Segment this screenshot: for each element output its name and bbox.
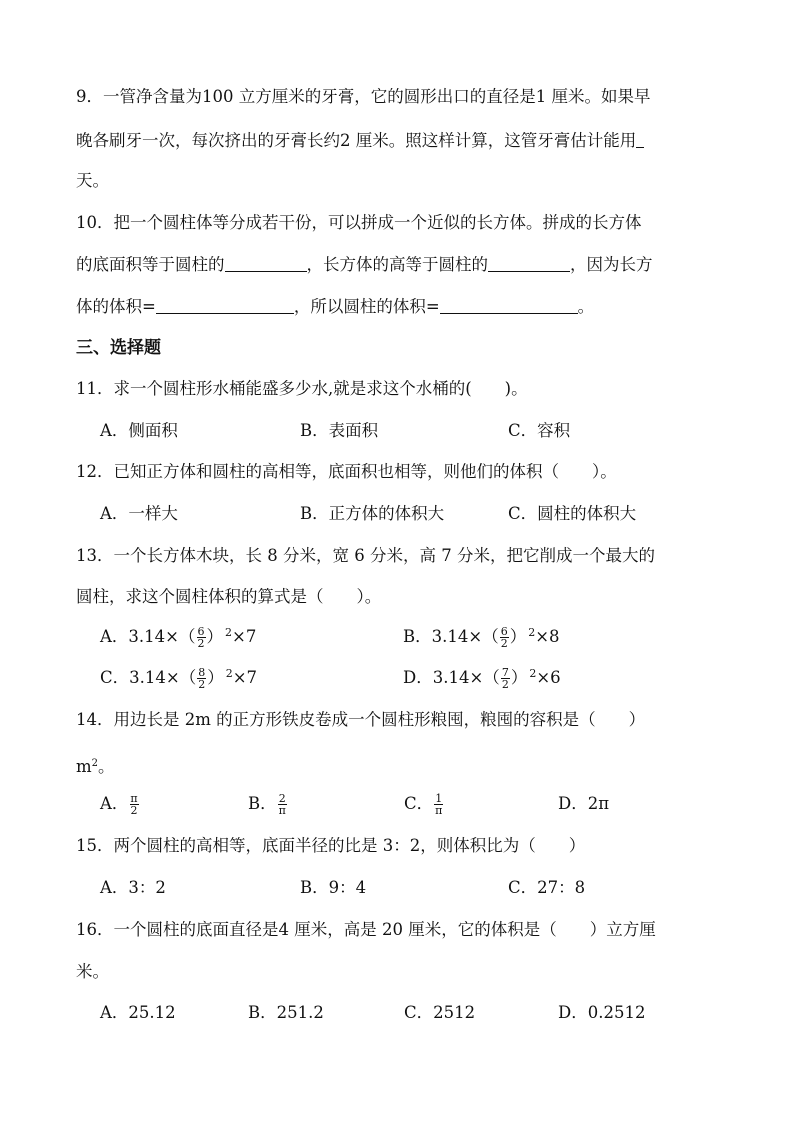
q11-option-b[interactable]: B．表面积 [300,421,379,440]
q14-option-b[interactable] [248,793,288,816]
q13-d-den: 2 [501,678,509,691]
q14-b-label: B． [248,794,277,813]
q13-b-pre: 3.14×（ [431,627,499,646]
q13-c-num: 8 [198,666,206,679]
q13-d-label: D． [403,668,433,687]
q14-d-label: D． [558,794,588,813]
q10-blank-3[interactable] [156,297,294,314]
q16-option-c[interactable]: C．2512 [404,1003,476,1022]
q15-stem: 15．两个圆柱的高相等，底面半径的比是 3：2，则体积比为（ ） [76,836,586,855]
q12-stem: 12．已知正方体和圆柱的高相等，底面积也相等，则他们的体积（ ）。 [76,462,617,481]
q14-unit-exp: 2 [91,758,99,769]
q11-option-a[interactable]: A．侧面积 [100,421,178,440]
q13-a-fraction [197,626,206,649]
q13-b-den: 2 [500,637,508,650]
q14-c-label: C． [404,794,434,813]
q14-b-fraction [278,793,287,816]
q9-line3: 天。 [76,171,109,190]
q13-b-num: 6 [500,625,508,638]
q13-d-exp: 2 [529,667,537,680]
q13-d-post: ） [510,668,528,687]
q13-a-den: 2 [197,637,205,650]
q13-a-num: 6 [197,625,205,638]
q10-line3 [76,296,594,318]
q12-option-a[interactable]: A．一样大 [100,504,178,523]
q13-a-pre: 3.14×（ [128,627,196,646]
q13-b-label: B． [403,627,432,646]
q14-b-num: 2 [278,792,286,805]
q13-c-label: C． [100,668,130,687]
q13-d-fraction [501,667,510,690]
q14-option-d[interactable] [558,793,609,815]
q13-option-b[interactable] [403,626,560,650]
q13-a-post: ） [206,627,223,646]
q10-line2b: ，长方体的高等于圆柱的 [306,255,488,274]
q10-line1: 10．把一个圆柱体等分成若干份，可以拼成一个近似的长方体。拼成的长方体 [76,213,642,232]
q13-a-exp: 2 [225,626,232,639]
q16-line2: 米。 [76,962,109,981]
q13-c-post: ） [207,668,224,687]
q10-line3b: ，所以圆柱的体积= [293,297,440,316]
q9-line2 [76,130,644,152]
q14-unit: m [76,757,92,776]
q10-blank-1[interactable] [225,255,307,272]
q13-option-c[interactable] [100,667,257,691]
q13-c-tail: ×7 [232,668,258,687]
q9-line2-text: 晚各刷牙一次，每次挤出的牙膏长约2 厘米。照这样计算，这管牙膏估计能用 [76,131,637,150]
section-heading: 三、选择题 [76,338,161,358]
q13-d-tail: ×6 [536,668,561,687]
q16-option-a[interactable]: A．25.12 [100,1003,176,1022]
q11-option-c[interactable]: C．容积 [508,421,571,440]
q13-b-tail: ×8 [535,627,560,646]
q15-option-c[interactable]: C．27：8 [508,878,586,897]
q13-b-fraction [500,626,509,649]
q13-option-a[interactable] [100,626,256,650]
q11-stem: 11．求一个圆柱形水桶能盛多少水,就是求这个水桶的( )。 [76,379,528,398]
q14-a-label: A． [100,794,129,813]
q14-a-num: π [130,792,138,805]
q13-c-den: 2 [198,678,206,691]
q14-option-c[interactable] [404,793,444,816]
q14-line2-tail: 。 [98,757,115,776]
q13-b-post: ） [509,627,527,646]
q10-line2c: ，因为长方 [570,255,653,274]
q14-c-fraction [434,793,443,816]
q13-a-label: A． [100,627,129,646]
q10-line3c: 。 [577,297,595,316]
q10-line3a: 体的体积= [76,297,156,316]
q10-line2a: 的底面积等于圆柱的 [76,255,225,274]
q15-option-b[interactable]: B．9：4 [300,878,367,897]
q10-blank-2[interactable] [488,255,570,272]
q14-line1: 14．用边长是 2m 的正方形铁皮卷成一个圆柱形粮囤，粮囤的容积是（ ） [76,710,646,729]
q16-line1: 16．一个圆柱的底面直径是4 厘米，高是 20 厘米，它的体积是（ ）立方厘 [76,920,656,939]
q10-blank-4[interactable] [440,297,578,314]
q9-line1: 9．一管净含量为100 立方厘米的牙膏，它的圆形出口的直径是1 厘米。如果早 [76,87,651,106]
q9-answer-blank[interactable] [636,131,644,148]
q14-b-den: π [278,804,286,817]
q14-c-den: π [435,804,443,817]
q13-c-exp: 2 [225,667,233,680]
q13-d-pre: 3.14×（ [432,668,500,687]
q12-option-b[interactable]: B．正方体的体积大 [300,504,445,523]
q10-line2 [76,254,653,276]
q13-line2: 圆柱，求这个圆柱体积的算式是（ ）。 [76,587,382,606]
q14-line2 [76,753,115,778]
q15-option-a[interactable]: A．3：2 [100,878,166,897]
q14-d-text: 2π [587,794,610,813]
q13-line1: 13．一个长方体木块，长 8 分米，宽 6 分米，高 7 分米，把它削成一个最大的 [76,546,655,565]
q13-option-d[interactable] [403,667,561,691]
q13-c-fraction [197,667,206,690]
q14-option-a[interactable] [100,793,140,816]
q13-c-pre: 3.14×（ [129,668,197,687]
q16-option-d[interactable]: D．0.2512 [558,1003,646,1022]
q16-option-b[interactable]: B．251.2 [248,1003,324,1022]
q14-a-fraction [129,793,138,816]
q13-d-num: 7 [501,666,509,679]
q14-a-den: 2 [130,804,138,817]
q12-option-c[interactable]: C．圆柱的体积大 [508,504,637,523]
q13-a-tail: ×7 [232,627,257,646]
q13-b-exp: 2 [528,626,536,639]
q14-c-num: 1 [435,792,443,805]
